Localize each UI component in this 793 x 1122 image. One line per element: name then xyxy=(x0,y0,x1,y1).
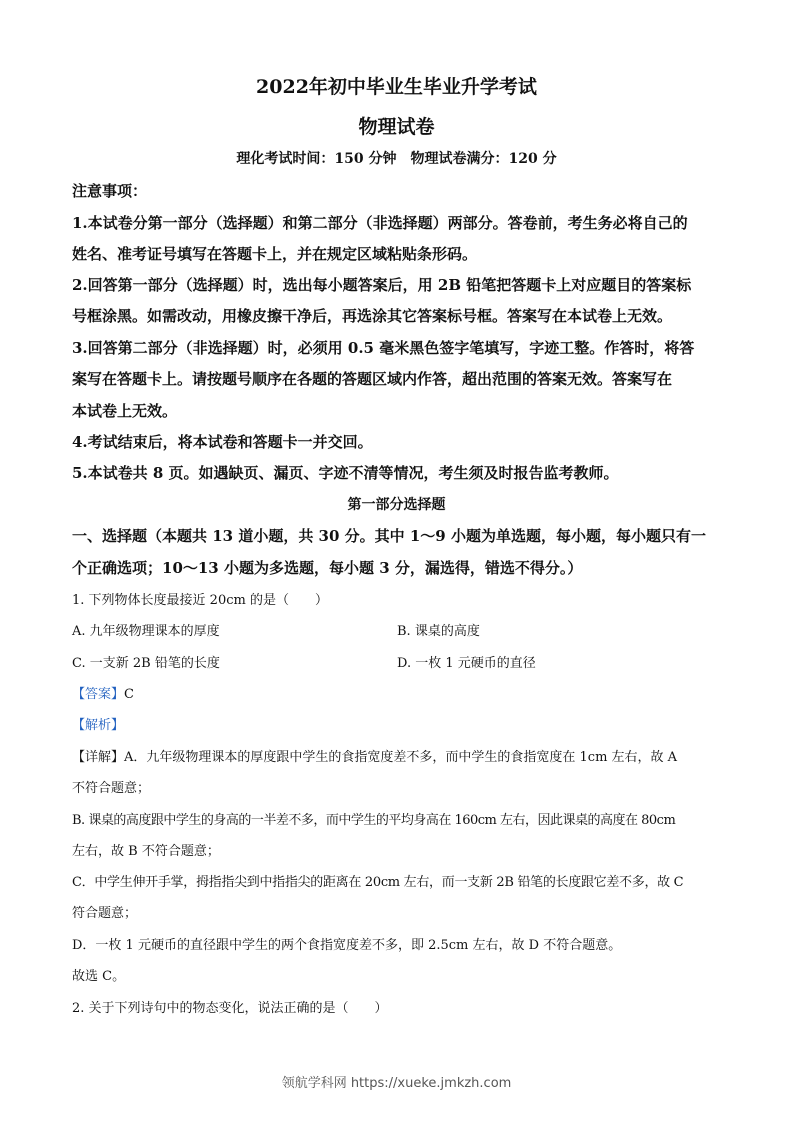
answer-tag: 【答案】 xyxy=(72,687,125,702)
detail-line: 故选 C。 xyxy=(72,969,126,984)
detail-line xyxy=(72,746,732,765)
footer-watermark: 领航学科网 https://xueke.jmkzh.com xyxy=(281,1076,512,1091)
notice-line: 3.回答第二部分（非选择题）时，必须用 0.5 毫米黑色签字笔填写，字迹工整。作答时，将答 xyxy=(72,339,695,357)
notice-line: 案写在答题卡上。请按题号顺序在各题的答题区域内作答，超出范围的答案无效。答案写在 xyxy=(72,370,673,388)
section-intro-line: 一、选择题（本题共 13 道小题，共 30 分。其中 1～9 小题为单选题，每小题，每小题只有一 xyxy=(72,527,706,545)
option-c: C. 一支新 2B 铅笔的长度 xyxy=(72,656,220,671)
notice-line: 5.本试卷共 8 页。如遇缺页、漏页、字迹不清等情况，考生须及时报告监考教师。 xyxy=(72,464,619,482)
detail-line: 左右，故 B 不符合题意； xyxy=(72,844,220,859)
detail-line: D．一枚 1 元硬币的直径跟中学生的两个食指宽度差不多，即 2.5cm 左右，故 D 不符合题意。 xyxy=(72,938,622,953)
answer-value: C xyxy=(124,687,134,702)
detail-line: B. 课桌的高度跟中学生的身高的一半差不多，而中学生的平均身高在 160cm 左右，因此课桌的高度在 80cm xyxy=(72,813,676,828)
notice-line: 姓名、准考证号填写在答题卡上，并在规定区域粘贴条形码。 xyxy=(72,245,478,263)
exam-subtitle: 物理试卷 xyxy=(358,116,435,138)
notice-line: 号框涂黑。如需改动，用橡皮擦干净后，再选涂其它答案标号框。答案写在本试卷上无效。 xyxy=(72,307,673,325)
option-b: B. 课桌的高度 xyxy=(397,624,480,639)
detail-line: 符合题意； xyxy=(72,906,138,921)
notice-line: 2.回答第一部分（选择题）时，选出每小题答案后，用 2B 铅笔把答题卡上对应题目的答案标 xyxy=(72,276,692,294)
detail-line: C．中学生伸开手掌，拇指指尖到中指指尖的距离在 20cm 左右，而一支新 2B 铅笔的长度跟它差不多，故 C xyxy=(72,875,684,890)
section-title: 第一部分选择题 xyxy=(347,497,446,513)
answer-line xyxy=(72,683,732,702)
notice-line: 本试卷上无效。 xyxy=(72,402,178,420)
question-2-stem: 2. 关于下列诗句中的物态变化，说法正确的是（ ） xyxy=(72,1001,388,1016)
question-1-stem: 1. 下列物体长度最接近 20cm 的是（ ） xyxy=(72,593,328,608)
option-d: D. 一枚 1 元硬币的直径 xyxy=(397,656,536,671)
notice-line: 1.本试卷分第一部分（选择题）和第二部分（非选择题）两部分。答卷前，考生务必将自己的 xyxy=(72,214,688,232)
option-a: A. 九年级物理课本的厚度 xyxy=(72,624,220,639)
detail-tag: 【详解】 xyxy=(72,750,125,765)
detail-line: 不符合题意； xyxy=(72,781,151,796)
notice-line: 4.考试结束后，将本试卷和答题卡一并交回。 xyxy=(72,433,373,451)
detail-text: A．九年级物理课本的厚度跟中学生的食指宽度差不多，而中学生的食指宽度在 1cm 左右，故 A xyxy=(124,750,678,765)
exam-title: 2022年初中毕业生毕业升学考试 xyxy=(256,76,537,98)
analysis-tag: 【解析】 xyxy=(72,718,125,733)
section-intro-line: 个正确选项；10～13 小题为多选题，每小题 3 分，漏选得，错选不得分。） xyxy=(72,559,583,577)
exam-info: 理化考试时间：150 分钟 物理试卷满分：120 分 xyxy=(236,151,557,167)
notice-heading: 注意事项： xyxy=(72,182,148,200)
